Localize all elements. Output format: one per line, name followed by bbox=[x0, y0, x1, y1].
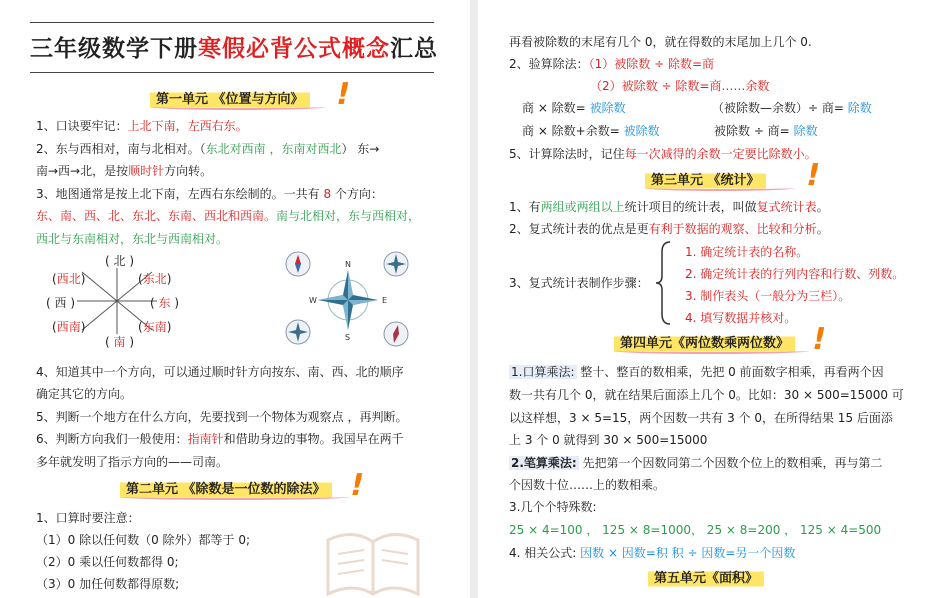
text-line: 2、复式统计表的优点是更有利于数据的观察、比较和分析。 bbox=[509, 222, 829, 236]
exclamation-icon: ! bbox=[808, 322, 830, 357]
direction-northeast: (东北) bbox=[138, 272, 172, 286]
direction-southwest: (西南) bbox=[52, 320, 86, 334]
text-line: （被除数—余数）÷ 商= 除数 bbox=[712, 101, 872, 115]
text-line: 25 × 4=100 ， 125 × 8=1000， 25 × 8=200 ， 125 × 4=500 bbox=[509, 523, 882, 537]
rose-label-n: N bbox=[345, 260, 351, 269]
text-line: 数一共有几个 0，就在结果后面添上几个 0。比如：30 × 500=15000 可 bbox=[509, 388, 904, 402]
unit-underline bbox=[150, 104, 326, 110]
direction-northwest: (西北) bbox=[52, 272, 86, 286]
text-line: 1、口诀要牢记：上北下南，左西右东。 bbox=[36, 119, 248, 133]
text-line: 3.几个个特殊数: bbox=[509, 500, 597, 514]
exclamation-icon: ! bbox=[332, 77, 354, 112]
step-item: 1. 确定统计表的名称。 bbox=[685, 245, 809, 259]
text-line: 上 3 个 0 就得到 30 × 500=15000 bbox=[509, 433, 708, 447]
text-line: 5、判断一个地方在什么方向，先要找到一个物体为观察点 ，再判断。 bbox=[36, 410, 408, 424]
compass-icon bbox=[286, 320, 310, 344]
direction-southeast: (东南) bbox=[138, 320, 172, 334]
left-page bbox=[0, 0, 470, 598]
compass-rose bbox=[318, 270, 378, 330]
text-line: 南→西→北，是按顺时针方向转。 bbox=[36, 164, 213, 178]
unit-heading-4: 第四单元《两位数乘两位数》 bbox=[614, 333, 795, 355]
exclamation-icon: ! bbox=[346, 468, 368, 503]
book-watermark-icon bbox=[318, 520, 428, 598]
unit-underline bbox=[120, 494, 350, 500]
text-line: 被除数 ÷ 商= 除数 bbox=[714, 124, 818, 138]
text-line: （1）0 除以任何数（0 除外）都等于 0; bbox=[36, 533, 251, 547]
title-suffix: 汇总 bbox=[390, 35, 438, 62]
text-line: 5、计算除法时，记住每一次减得的余数一定要比除数小。 bbox=[509, 147, 817, 161]
text-line: 商 × 除数= 被除数 bbox=[522, 101, 626, 115]
title-top-rule bbox=[30, 22, 434, 23]
step-item: 4. 填写数据并核对。 bbox=[685, 311, 797, 325]
direction-east: ( 东 ) bbox=[150, 296, 180, 310]
text-line: 再看被除数的末尾有几个 0，就在得数的末尾加上几个 0. bbox=[509, 35, 812, 49]
unit-heading-5: 第五单元《面积》 bbox=[648, 568, 764, 590]
step-item: 2. 确定统计表的行列内容和行数、列数。 bbox=[685, 267, 905, 281]
page-title bbox=[30, 30, 438, 63]
brace-icon bbox=[654, 240, 674, 326]
page-gutter bbox=[470, 0, 478, 598]
text-line: 3、复式统计表制作步骤： bbox=[509, 276, 649, 290]
text-line: 6、判断方向我们一般使用：指南针和借助身边的事物。我国早在两千 bbox=[36, 432, 404, 446]
text-line: 确定其它的方向。 bbox=[36, 387, 133, 401]
text-line: 个因数十位……上的数相乘。 bbox=[509, 478, 666, 492]
compass-icon bbox=[384, 252, 408, 276]
text-line: 东、南、西、北、东北、东南、西北和西南。南与北相对，东与西相对， bbox=[36, 209, 421, 223]
direction-north: ( 北 ) bbox=[105, 254, 135, 268]
text-line: 西北与东南相对，东北与西南相对。 bbox=[36, 232, 229, 246]
text-line: （2）被除数 ÷ 除数=商……余数 bbox=[590, 79, 770, 93]
unit-heading-1: 第一单元 《位置与方向》 bbox=[150, 89, 310, 111]
direction-south: ( 南 ) bbox=[105, 335, 135, 349]
rose-label-e: E bbox=[382, 296, 388, 305]
text-line: 1、有两组或两组以上统计项目的统计表，叫做复式统计表。 bbox=[509, 200, 829, 214]
text-line: 4、知道其中一个方向，可以通过顺时针方向按东、南、西、北的顺序 bbox=[36, 365, 404, 379]
rose-label-s: S bbox=[345, 333, 351, 342]
text-line: 3、地图通常是按上北下南，左西右东绘制的。一共有 8 个方向： bbox=[36, 187, 383, 201]
title-bottom-rule bbox=[30, 72, 434, 73]
rose-label-w: W bbox=[309, 296, 317, 305]
text-line: 商 × 除数+余数= 被除数 bbox=[522, 124, 660, 138]
compass-icon bbox=[384, 322, 408, 346]
compass-icon bbox=[286, 252, 310, 276]
exclamation-icon: ! bbox=[802, 158, 824, 193]
text-line: 2、东与西相对，南与北相对。（东北对西南 ，东南对西北） 东→ bbox=[36, 142, 380, 156]
step-item: 3. 制作表头（一般分为三栏）。 bbox=[685, 289, 851, 303]
title-prefix: 三年级数学下册 bbox=[30, 35, 198, 62]
compass-rose-illustration bbox=[282, 250, 422, 350]
unit-heading-3: 第三单元 《统计》 bbox=[645, 170, 766, 192]
text-line: 2、验算除法：（1）被除数 ÷ 除数=商 bbox=[509, 57, 715, 71]
text-line: 2.笔算乘法: 先把第一个因数同第二个因数个位上的数相乘，再与第二 bbox=[511, 456, 883, 470]
text-line: 1、口算时要注意： bbox=[36, 511, 140, 525]
unit-underline bbox=[614, 348, 809, 354]
text-line: 多年就发明了指示方向的——司南。 bbox=[36, 455, 229, 469]
unit-heading-2: 第二单元 《除数是一位数的除法》 bbox=[120, 479, 332, 501]
text-line: 以这样想，3 × 5=15，两个因数一共有 3 个 0，在所得结果 15 后面添 bbox=[509, 411, 893, 425]
text-line: （2）0 乘以任何数都得 0; bbox=[36, 555, 179, 569]
text-line: 1.口算乘法: 整十、整百的数相乘，先把 0 前面数字相乘，再看两个因 bbox=[511, 365, 884, 379]
text-line: （3）0 加任何数都得原数; bbox=[36, 577, 180, 591]
unit-underline bbox=[645, 185, 795, 191]
direction-west: ( 西 ) bbox=[46, 296, 76, 310]
text-line: 4. 相关公式: 因数 × 因数=积 积 ÷ 因数=另一个因数 bbox=[509, 546, 796, 560]
title-highlight: 寒假必背公式概念 bbox=[198, 35, 390, 62]
